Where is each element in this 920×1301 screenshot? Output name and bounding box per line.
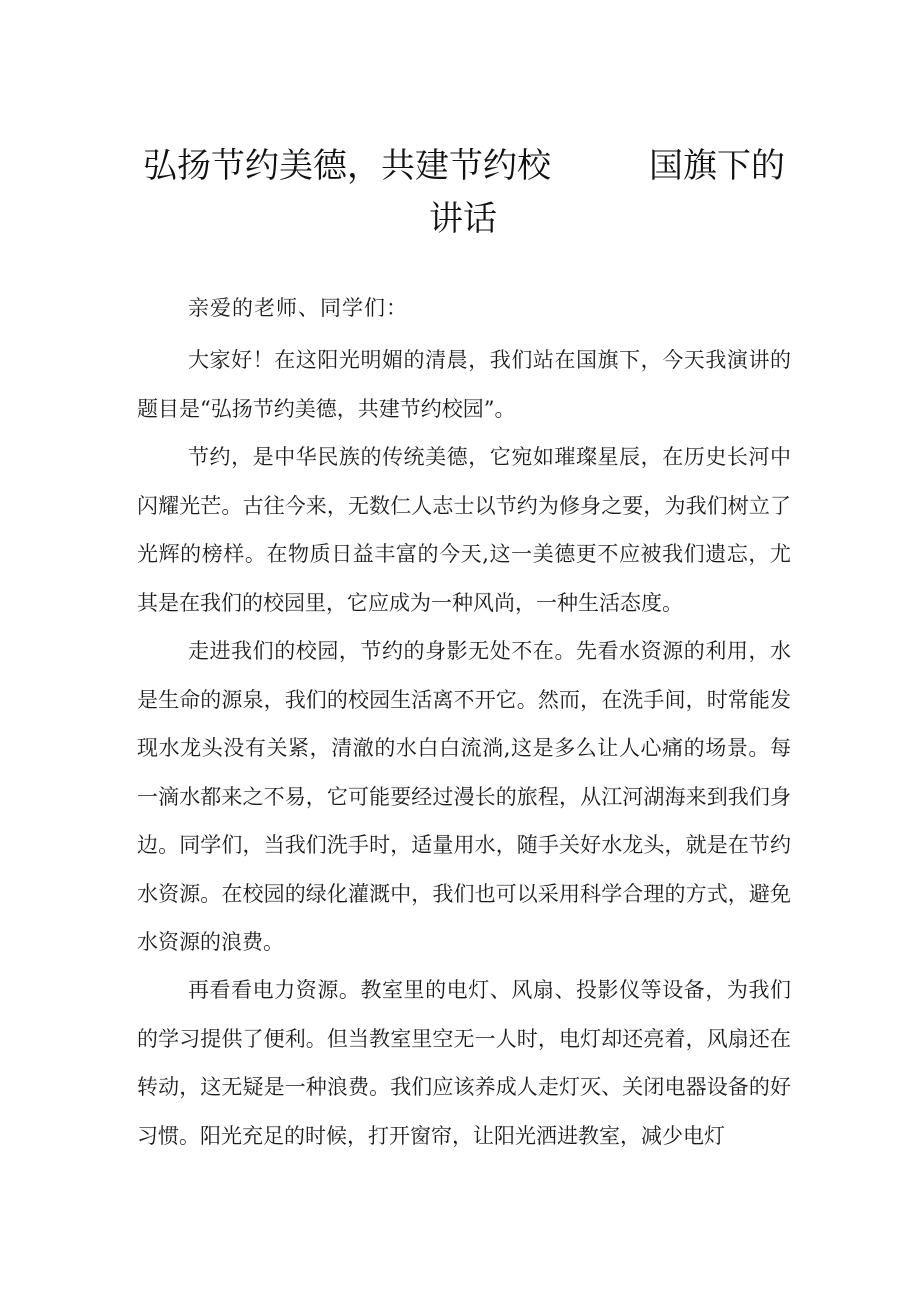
document-title-part3: 讲话: [429, 199, 497, 239]
paragraph-water-saving: 走进我们的校园，节约的身影无处不在。先看水资源的利用，水是生命的源泉，我们的校园生活离不开它。然而，在洗手间，时常能发现水龙头没有关紧，清澈的水白白流淌,这是多么让人心痛的场景。每一滴水都来之不易，它可能要经过漫长的旅程，从江河湖海来到我们身边。同学们，当我们洗手时，适量用水，随手关好水龙头，就是在节约水资源。在校园的绿化灌溉中，我们也可以采用科学合理的方式，避免水资源的浪费。: [137, 639, 791, 954]
paragraph-thrift-virtue: 节约，是中华民族的传统美德，它宛如璀璨星辰，在历史长河中闪耀光芒。古往今来，无数仁人志士以节约为修身之要，为我们树立了光辉的榜样。在物质日益丰富的今天,这一美德更不应被我们遗忘，尤其是在我们的校园里，它应成为一种风尚，一种生活态度。: [137, 445, 791, 615]
salutation: 亲爱的老师、同学们：: [188, 296, 408, 320]
document-title-part1: 弘扬节约美德，共建节约校: [143, 146, 551, 186]
paragraph-greeting: 大家好！在这阳光明媚的清晨，我们站在国旗下，今天我演讲的题目是“弘扬节约美德，共建节约校园”。: [137, 348, 791, 421]
document-title-part2: 国旗下的: [649, 146, 785, 186]
paragraph-electricity-saving: 再看看电力资源。教室里的电灯、风扇、投影仪等设备，为我们的学习提供了便利。但当教室里空无一人时，电灯却还亮着，风扇还在转动，这无疑是一种浪费。我们应该养成人走灯灭、关闭电器设备的好习惯。阳光充足的时候，打开窗帘，让阳光洒进教室，减少电灯: [137, 978, 791, 1148]
